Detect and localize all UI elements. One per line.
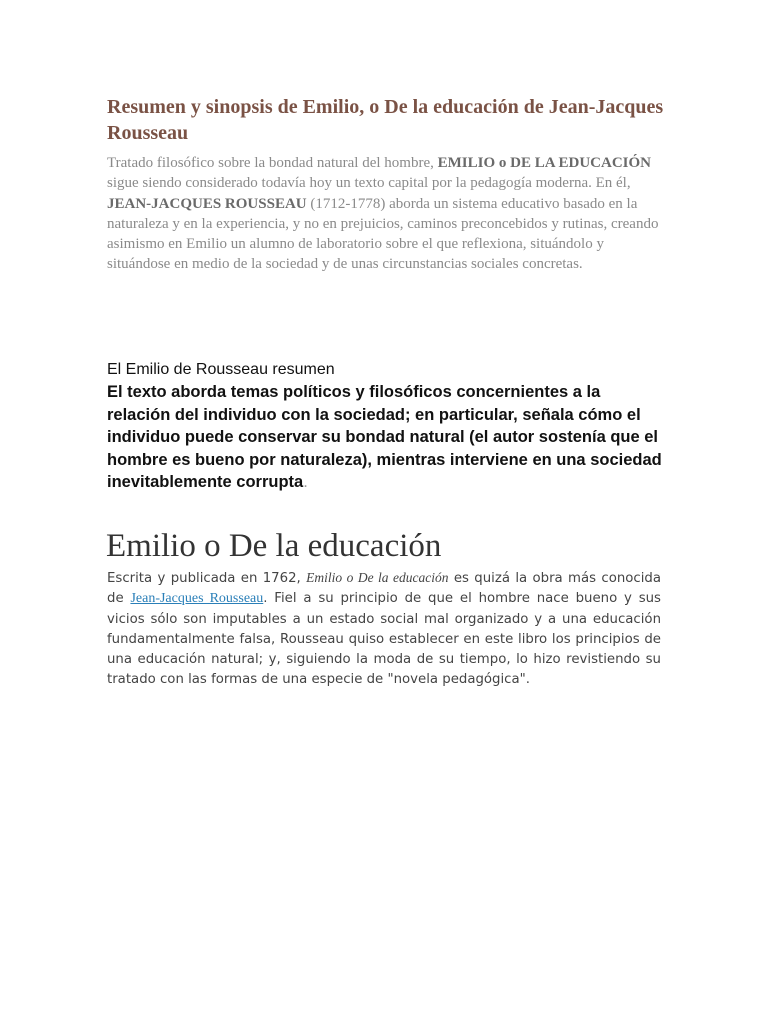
section-title-resumen: Resumen y sinopsis de Emilio, o De la educación de Jean-Jacques Rousseau: [107, 96, 664, 144]
work-title-bold: EMILIO o DE LA EDUCACIÓN: [437, 155, 651, 171]
summary-text-part: (1712-1778) aborda un sistema educativo basado en la naturaleza y en la experiencia, y no en prejuicios, caminos preconcebidos y rutinas, creando asimismo en Emilio un alumno de laboratorio sobre el que reflexiona, situándolo y situándose en medio de la sociedad y de unas circunstancias sociales concretas.: [107, 195, 659, 273]
end-mark: .: [303, 473, 308, 491]
summary-text-part: sigue siendo considerado todavía hoy un texto capital por la pedagogía moderna. En él,: [107, 175, 631, 192]
history-text-part: . Fiel a su principio de que el hombre nace bueno y sus vicios sólo son imputables a un estado social mal organizado y a una educación fundamentalmente falsa, Rousseau quiso establecer en este libro los principios de una educación natural; y, siguiendo la moda de su tiempo, lo hizo revistiendo su tratado con las formas de una especie de "novela pedagógica".: [107, 591, 661, 688]
history-text-part: es quizá la obra más conocida de: [107, 571, 661, 607]
author-name-bold: JEAN-JACQUES ROUSSEAU: [107, 195, 307, 212]
theme-text: El texto aborda temas políticos y filosóficos concernientes a la relación del individuo con la sociedad; en particular, señala cómo el individuo puede conservar su bondad natural (el autor sostenía que el hombre es bueno por naturaleza), mientras interviene en una sociedad inevitablemente corrupta: [107, 383, 662, 491]
history-paragraph: [107, 568, 661, 691]
section-heading-resumen: El Emilio de Rousseau resumen: [107, 361, 335, 378]
theme-paragraph: [107, 381, 667, 494]
author-link[interactable]: Jean-Jacques Rousseau: [130, 591, 264, 607]
summary-paragraph: [107, 153, 667, 275]
work-title-italic: Emilio o De la educación: [306, 570, 449, 585]
summary-text-part: Tratado filosófico sobre la bondad natural del hombre,: [107, 155, 438, 171]
section-title-emilio: Emilio o De la educación: [106, 528, 442, 564]
history-text-part: Escrita y publicada en 1762,: [107, 571, 307, 586]
